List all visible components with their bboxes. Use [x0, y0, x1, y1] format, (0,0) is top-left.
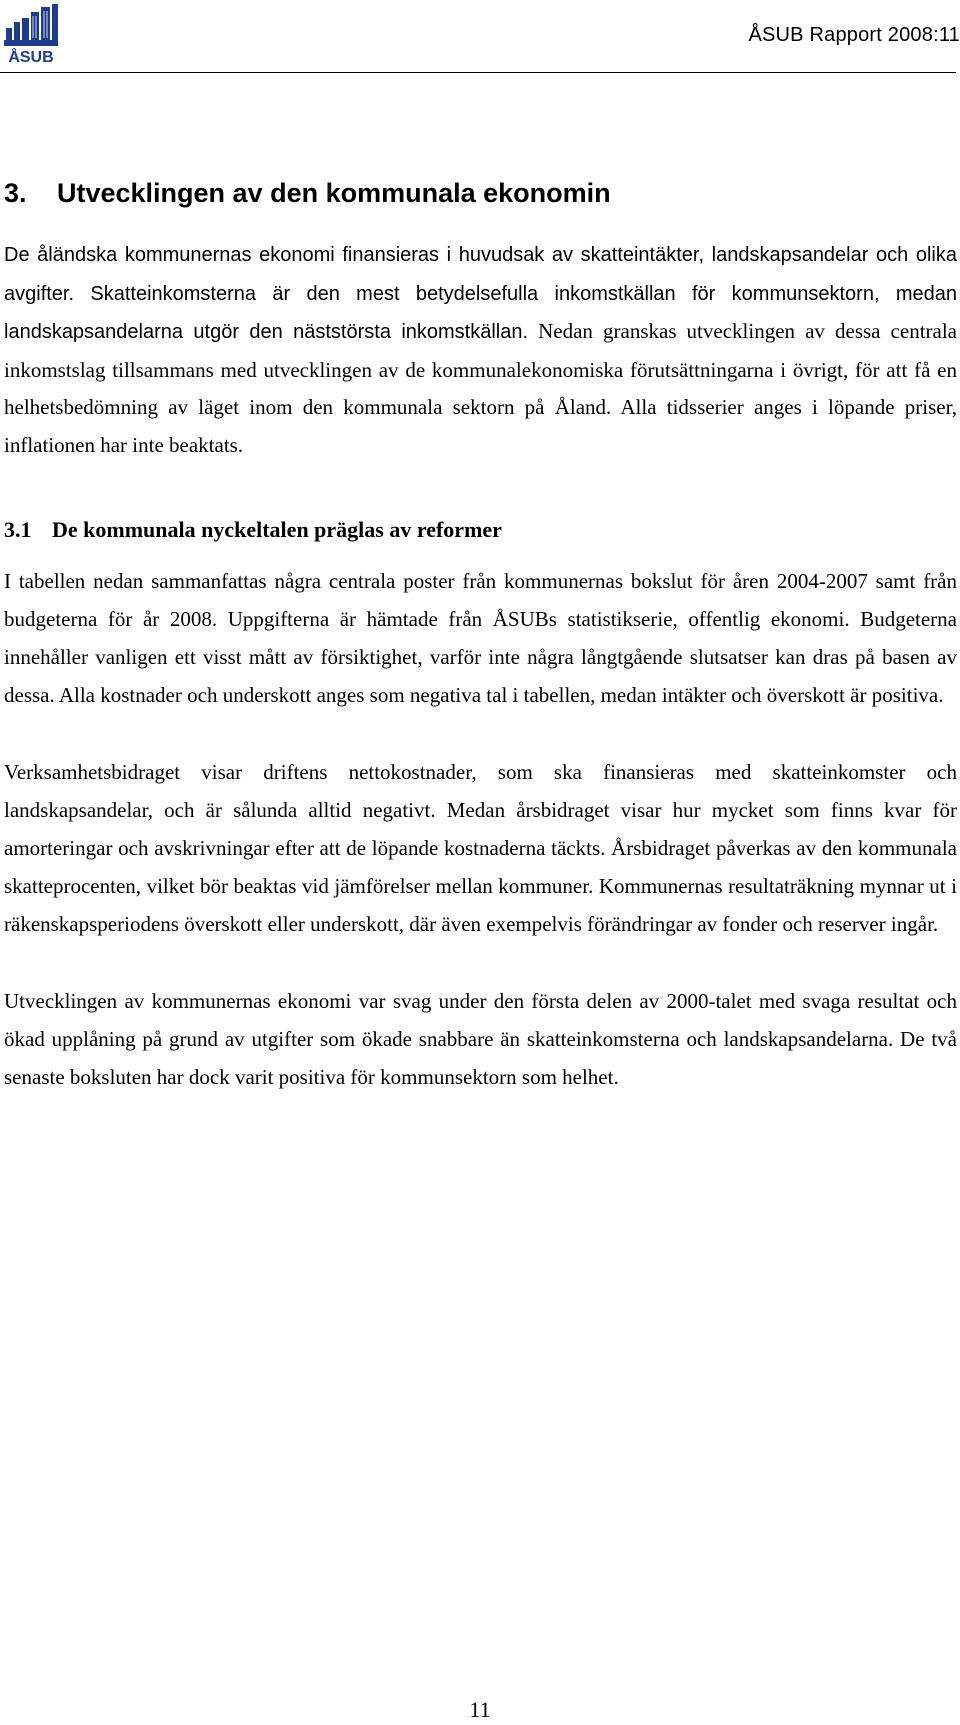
intro-paragraph [4, 236, 957, 464]
section-heading [4, 512, 957, 548]
asub-logo [2, 4, 60, 64]
body-paragraph-2: Verksamhetsbidraget visar driftens nettokostnader, som ska finansieras med skatteinkomster och landskapsandelar, och är sålunda alltid negativt. Medan årsbidraget visar hur mycket som finns kvar för amorteringar och avskrivningar efter att de löpande kostnaderna täckts. Årsbidraget påverkas av den kommunala skatteprocenten, vilket bör beaktas vid jämförelser mellan kommuner. Kommunernas resultaträkning mynnar ut i räkenskapsperiodens överskott eller underskott, där även exempelvis förändringar av fonder och reserver ingår. [4, 760, 957, 936]
report-id: ÅSUB Rapport 2008:11 [748, 24, 960, 46]
section-title: De kommunala nyckeltalen präglas av reformer [52, 517, 502, 542]
intro-text-part-2: Nedan granskas utvecklingen av dessa centrala inkomstslag tillsammans med utvecklingen av de kommunalekonomiska förutsättningarna i övrigt, för att få en helhetsbedömning av läget inom den kommunala sektorn på Åland. Alla tidsserier anges i löpande priser, inflationen har inte beaktats. [4, 319, 957, 457]
section-number: 3.1 [4, 517, 32, 542]
chapter-title: Utvecklingen av den kommunala ekonomin [57, 178, 611, 208]
logo-text: ÅSUB [8, 49, 54, 64]
body-paragraph-3: Utvecklingen av kommunernas ekonomi var svag under den första delen av 2000-talet med svaga resultat och ökad upplåning på grund av utgifter som ökade snabbare än skatteinkomsterna och landskapsandelarna. De två senaste boksluten har dock varit positiva för kommunsektorn som helhet. [4, 989, 957, 1089]
chapter-number: 3. [4, 178, 27, 208]
header-divider [0, 72, 956, 73]
page-header [0, 0, 960, 74]
page-number: 11 [469, 1697, 491, 1722]
chapter-heading [4, 172, 957, 214]
body-paragraph-1: I tabellen nedan sammanfattas några centrala poster från kommunernas bokslut för åren 2004-2007 samt från budgeterna för år 2008. Uppgifterna är hämtade från ÅSUBs statistikserie, offentlig ekonomi. Budgeterna innehåller vanligen ett visst mått av försiktighet, varför inte några långtgående slutsatser kan dras på basen av dessa. Alla kostnader och underskott anges som negativa tal i tabellen, medan intäkter och överskott är positiva. [4, 569, 957, 707]
page-content [4, 172, 957, 1135]
intro-text-part-1: De åländska kommunernas ekonomi finansieras i huvudsak av skatteintäkter, landskapsandelar och olika avgifter. Skatteinkomsterna är den mest betydelsefulla inkomstkällan för kommunsektorn, medan landskapsandelarna utgör den näststörsta inkomstkällan. [4, 244, 957, 343]
